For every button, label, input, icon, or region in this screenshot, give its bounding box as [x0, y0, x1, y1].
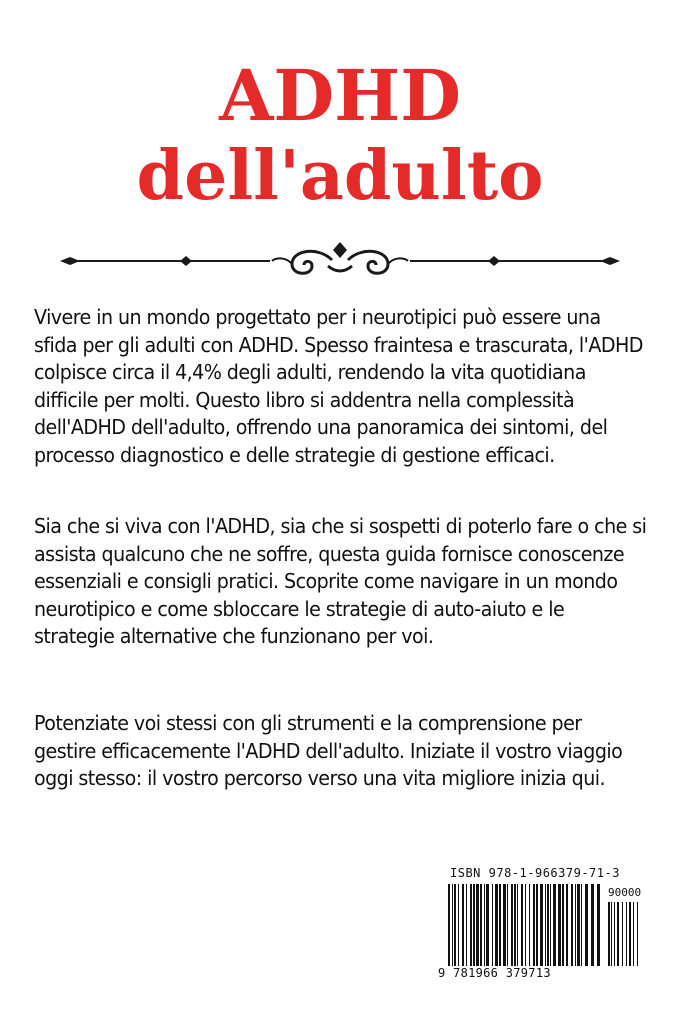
description-paragraph-2: Sia che si viva con l'ADHD, sia che si sospetti di poterlo fare o che si assista qualcuno che ne soffre, questa guida fornisce conoscenze essenziali e consigli pratici. Scoprite come navigare in un mondo neurotipico e come sbloccare le strategie di auto-aiuto e le strategie alternative che funzionano per voi. [34, 514, 647, 648]
barcode-digits: 9 781966 379713 [438, 966, 648, 980]
book-title-line2: dell'adulto [136, 136, 544, 216]
ornamental-divider-icon [60, 236, 620, 286]
isbn-label: ISBN 978-1-966379-71-3 [450, 866, 620, 880]
description-paragraph-3: Potenziate voi stessi con gli strumenti e la comprensione per gestire efficacemente l'ADHD dell'adulto. Iniziate il vostro viaggio oggi stesso: il vostro percorso verso una vita migliore inizia qui. [34, 711, 623, 790]
description-paragraph-1: Vivere in un mondo progettato per i neurotipici può essere una sfida per gli adulti con ADHD. Spesso fraintesa e trascurata, l'ADHD colpisce circa il 4,4% degli adulti, rendendo la vita quotidiana difficile per molti. Questo libro si addentra nella complessità dell'ADHD dell'adulto, offrendo una panoramica dei sintomi, del processo diagnostico e delle strategie di gestione efficaci. [34, 305, 643, 467]
book-title-line1: ADHD [219, 54, 461, 137]
isbn-barcode [438, 862, 648, 988]
barcode-addon-code: 90000 [608, 886, 642, 899]
